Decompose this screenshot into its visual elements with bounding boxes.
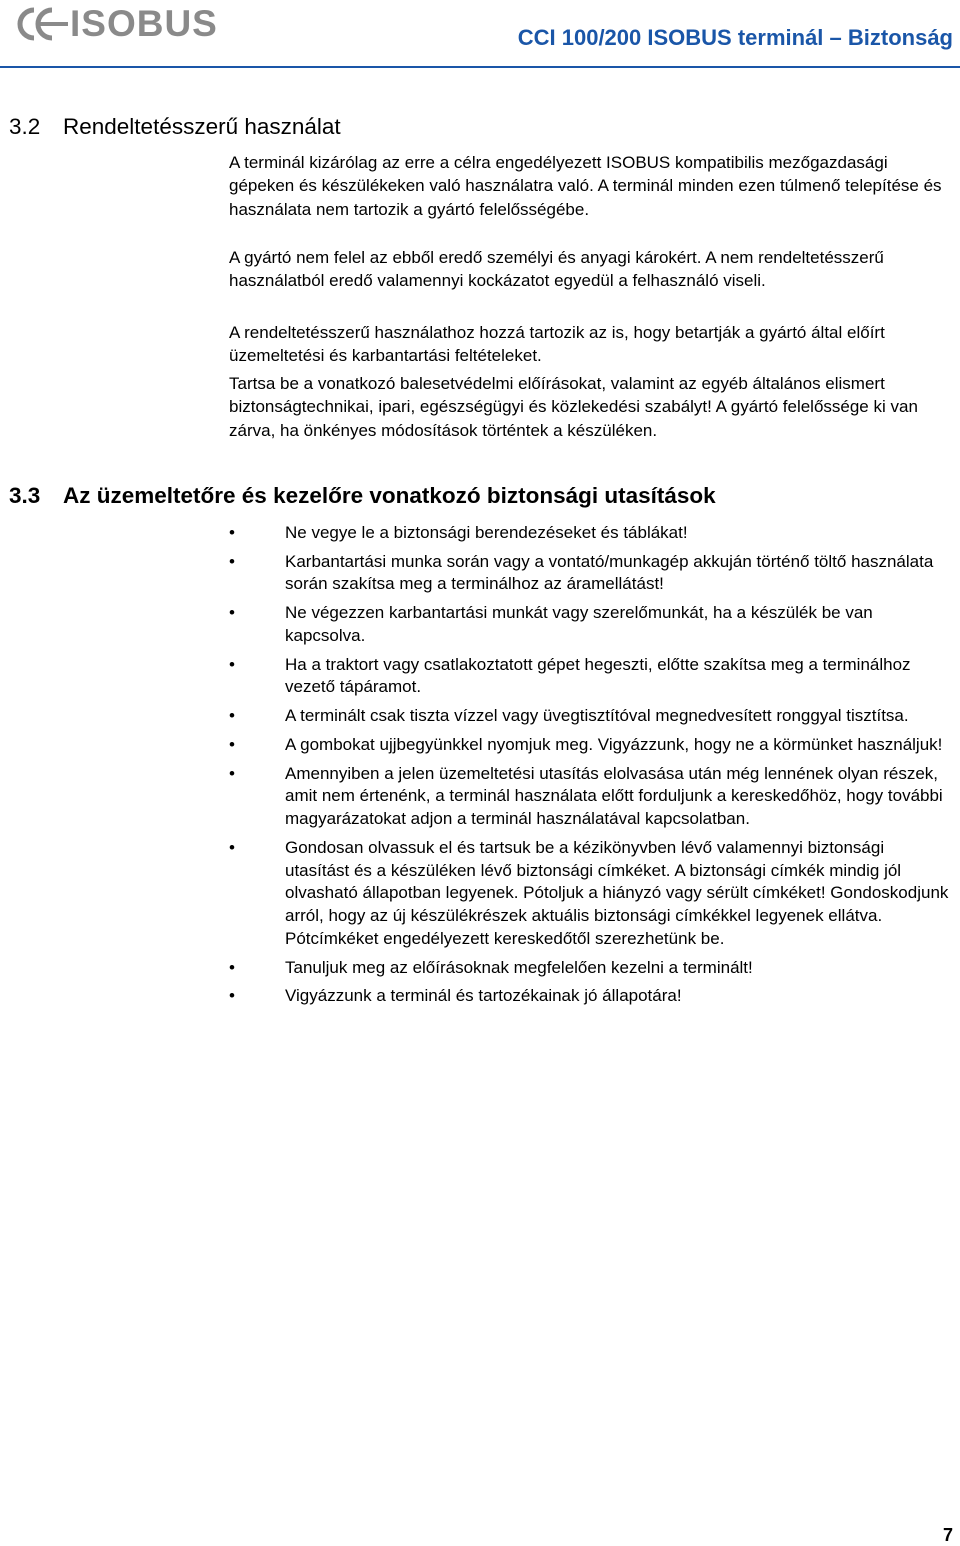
list-item-text: Amennyiben a jelen üzemeltetési utasítás elolvasása után még lennének olyan részek, amit nem értenénk, a terminál használata előtt forduljunk a kereskedőhöz, hogy további magyarázatokat adjon a terminál használatával kapcsolatban. — [285, 763, 943, 829]
list-item — [229, 985, 951, 1008]
bullet-icon: • — [229, 551, 235, 571]
list-item — [229, 654, 951, 700]
bullet-icon: • — [229, 654, 235, 674]
bullet-icon: • — [229, 603, 235, 623]
list-item — [229, 837, 951, 951]
section-title: Az üzemeltetőre és kezelőre vonatkozó biztonsági utasítások — [63, 483, 716, 508]
bullet-icon: • — [229, 523, 235, 542]
document-title: CCI 100/200 ISOBUS terminál – Biztonság — [517, 25, 953, 50]
list-item — [229, 551, 951, 597]
list-item-text: Vigyázzunk a terminál és tartozékainak jó állapotára! — [285, 986, 682, 1006]
list-item — [229, 522, 951, 545]
logo-text: ISOBUS — [70, 3, 218, 44]
paragraph-regulations: Tartsa be a vonatkozó balesetvédelmi előírásokat, valamint az egyéb általános elismert biztonságtechnikai, ipari, egészségügyi és közlekedési szabályt! A gyártó felelőssége ki van zárva, ha önkényes módosítások történtek a készüléken. — [229, 374, 918, 440]
list-item — [229, 734, 951, 757]
section-heading-3-3 — [9, 483, 716, 509]
bullet-icon: • — [229, 734, 235, 754]
list-item-text: Gondosan olvassuk el és tartsuk be a kézikönyvben lévő valamennyi biztonsági utasítást és a készüléken lévő biztonsági címkéket. A biztonsági címkék mindig jól olvasható állapotban legyenek. Pótoljuk a hiányzó vagy sérült címkéket! Gondoskodjunk arról, hogy az új készülékrészek aktuális biztonsági címkékkel legyenek ellátva. Pótcímkéket engedélyezett kereskedőtől szerezhetünk be. — [285, 837, 949, 948]
logo-mark-icon — [12, 4, 68, 44]
bullet-icon: • — [229, 706, 235, 726]
list-item-text: A terminált csak tiszta vízzel vagy üvegtisztítóval megnedvesített ronggyal tisztítsa. — [285, 706, 909, 726]
section-number: 3.2 — [9, 114, 41, 139]
bullet-icon: • — [229, 763, 235, 783]
list-item-text: Ha a traktort vagy csatlakoztatott gépet hegeszti, előtte szakítsa meg a terminálhoz vezető tápáramot. — [285, 654, 911, 697]
list-item-text: A gombokat ujjbegyünkkel nyomjuk meg. Vigyázzunk, hogy ne a körmünket használjuk! — [285, 734, 943, 754]
list-item-text: Karbantartási munka során vagy a vontató/munkagép akkuján történő töltő használata során szakítsa meg a terminálhoz az áramellátást! — [285, 551, 934, 594]
paragraph-intended-use: A terminál kizárólag az erre a célra engedélyezett ISOBUS kompatibilis mezőgazdasági gépeken és készülékeken való használatra való. A terminál minden ezen túlmenő telepítése és használata nem tartozik a gyártó felelősségébe. — [229, 153, 942, 219]
section-title: Rendeltetésszerű használat — [63, 114, 341, 139]
paragraph-liability: A gyártó nem felel az ebből eredő személyi és anyagi károkért. A nem rendeltetésszerű használatból eredő valamennyi kockázatot egyedül a felhasználó viseli. — [229, 248, 884, 291]
bullet-icon: • — [229, 837, 235, 857]
isobus-logo — [12, 4, 218, 44]
list-item — [229, 957, 951, 980]
list-item — [229, 705, 951, 728]
header-divider — [0, 66, 960, 68]
safety-instructions-list — [229, 522, 951, 1014]
section-number: 3.3 — [9, 483, 41, 508]
bullet-icon: • — [229, 986, 235, 1006]
list-item-text: Ne végezzen karbantartási munkát vagy szerelőmunkát, ha a készülék be van kapcsolva. — [285, 603, 873, 645]
paragraph-conditions: A rendeltetésszerű használathoz hozzá tartozik az is, hogy betartják a gyártó által előírt üzemeltetési és karbantartási feltételeket. — [229, 323, 885, 366]
list-item — [229, 602, 951, 648]
list-item-text: Ne vegye le a biztonsági berendezéseket és táblákat! — [285, 523, 688, 542]
page-number: 7 — [942, 1525, 953, 1545]
section-heading-3-2 — [9, 114, 341, 140]
page-header — [0, 0, 960, 78]
list-item-text: Tanuljuk meg az előírásoknak megfelelően kezelni a terminált! — [285, 957, 753, 977]
list-item — [229, 763, 951, 831]
bullet-icon: • — [229, 957, 235, 977]
